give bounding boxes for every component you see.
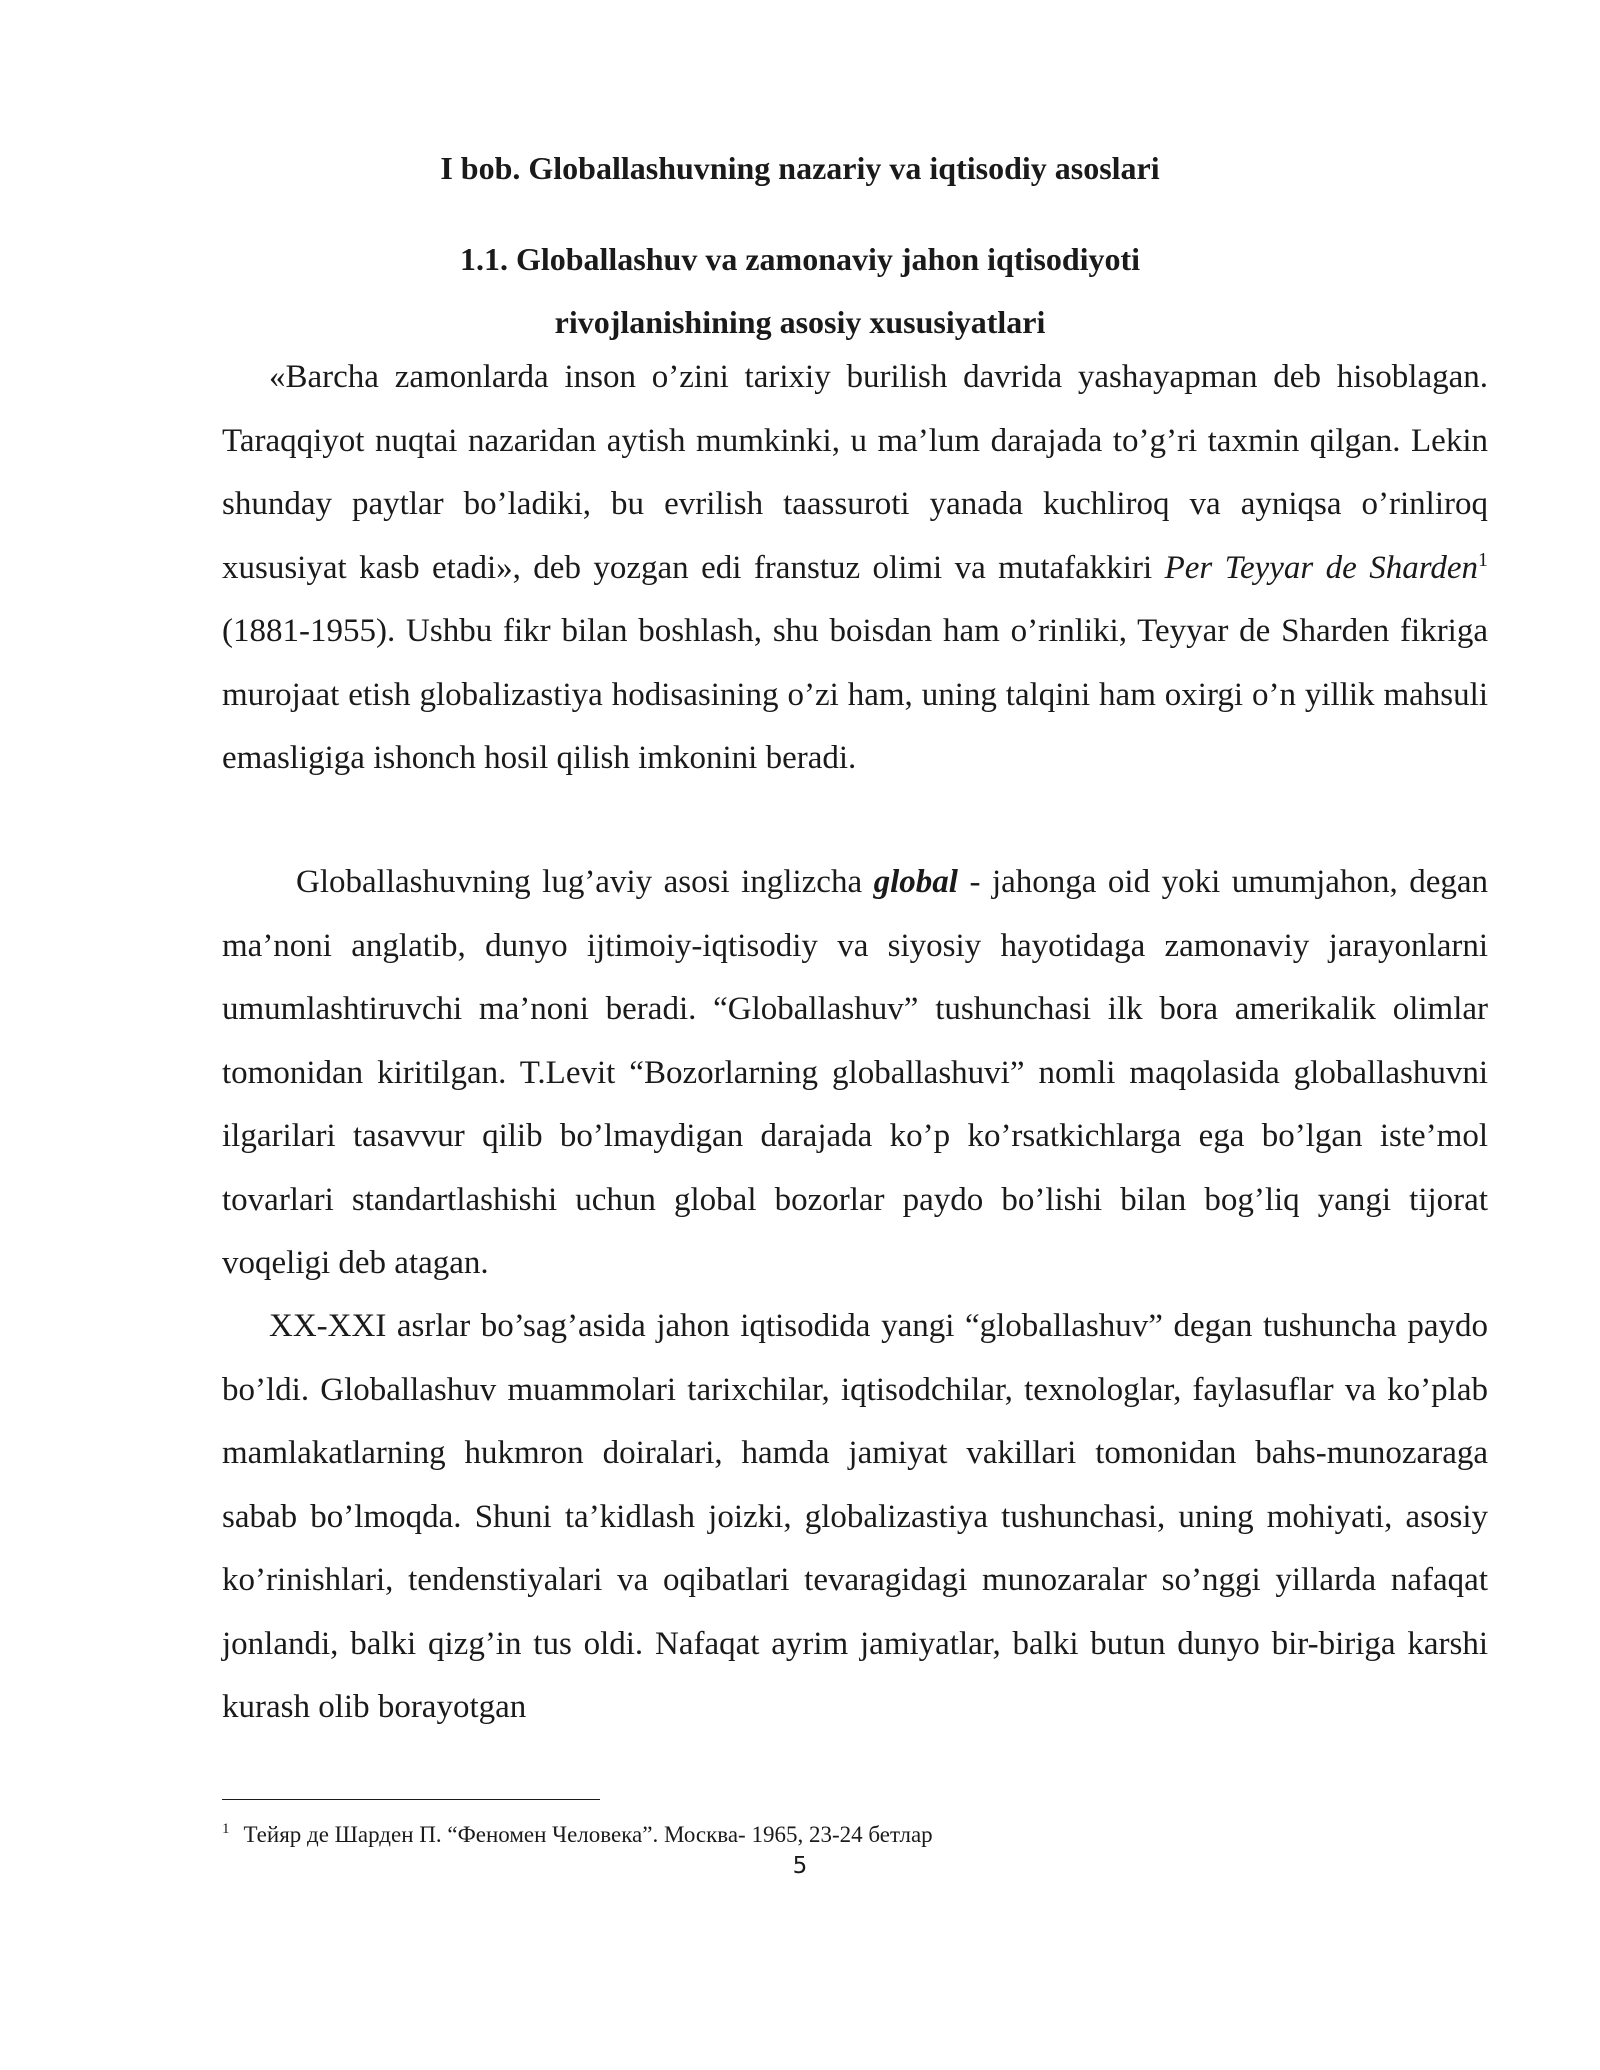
footnote-number: 1 (222, 1821, 230, 1838)
section-title (0, 228, 1600, 354)
paragraph-1 (222, 346, 1488, 791)
page-number: 5 (792, 1853, 808, 1879)
paragraph-3: XX-XXI asrlar bo’sag’asida jahon iqtisodida yangi “globallashuv” degan tushuncha paydo bo’ldi. Globallashuv muammolari tarixchilar, iqtisodchilar, texnologlar, faylasuflar va ko’plab mamlakatlarning hukmron doiralari, hamda jamiyat vakillari tomonidan bahs-munozaraga sabab bo’lmoqda. Shuni ta’kidlash joizki, globalizastiya tushunchasi, uning mohiyati, asosiy ko’rinishlari, tendenstiyalari va oqibatlari tevaragidagi munozaralar so’nggi yillarda nafaqat jonlandi, balki qizg’in tus oldi. Nafaqat ayrim jamiyatlar, balki butun dunyo bir-biriga karshi kurash olib borayotgan (222, 1308, 1488, 1725)
section-title-line-2: rivojlanishining asosiy xususiyatlari (554, 304, 1046, 340)
footnote-separator (222, 1799, 600, 1800)
paragraph-1-text-after: (1881-1955). Ushbu fikr bilan boshlash, shu boisdan ham o’rinliki, Teyyar de Sharden fikriga murojaat etish globalizastiya hodisasining o’zi ham, uning talqini ham oxirgi o’n yillik mahsuli emasligiga ishonch hosil qilish imkonini beradi. (222, 613, 1488, 776)
footnote-text: Тейяр де Шарден П. “Феномен Человека”. Москва- 1965, 23-24 бетлар (243, 1822, 933, 1847)
paragraph-1-text-before: «Barcha zamonlarda inson o’zini tarixiy burilish davrida yashayapman deb hisoblagan. Taraqqiyot nuqtai nazaridan aytish mumkinki, u ma’lum darajada to’g’ri taxmin qilgan. Lekin shunday paytlar bo’ladiki, bu evrilish taassuroti yanada kuchliroq va ayniqsa o’rinliroq xususiyat kasb etadi», deb yozgan edi franstuz olimi va mutafakkiri (222, 359, 1488, 586)
author-name: Per Teyyar de Sharden (1164, 549, 1478, 586)
section-title-line-1: 1.1. Globallashuv va zamonaviy jahon iqtisodiyoti (459, 241, 1141, 277)
footnote-reference[interactable]: 1 (1478, 548, 1488, 571)
paragraph-2-text-before: Globallashuvning lug’aviy asosi inglizcha (296, 864, 874, 900)
footnote (222, 1820, 933, 1850)
paragraph-2 (222, 851, 1488, 1296)
term-global: global (873, 864, 958, 900)
chapter-title: I bob. Globallashuvning nazariy va iqtisodiy asoslari (440, 150, 1160, 186)
paragraph-2-text-after: - jahonga oid yoki umumjahon, degan ma’noni anglatib, dunyo ijtimoiy-iqtisodiy va siyosiy hayotidaga zamonaviy jarayonlarni umumlashtiruvchi ma’noni beradi. “Globallashuv” tushunchasi ilk bora amerikalik olimlar tomonidan kiritilgan. T.Levit “Bozorlarning globallashuvi” nomli maqolasida globallashuvni ilgarilari tasavvur qilib bo’lmaydigan darajada ko’p ko’rsatkichlarga ega bo’lgan iste’mol tovarlari standartlashishi uchun global bozorlar paydo bo’lishi bilan bog’liq yangi tijorat voqeligi deb atagan. (222, 864, 1488, 1281)
